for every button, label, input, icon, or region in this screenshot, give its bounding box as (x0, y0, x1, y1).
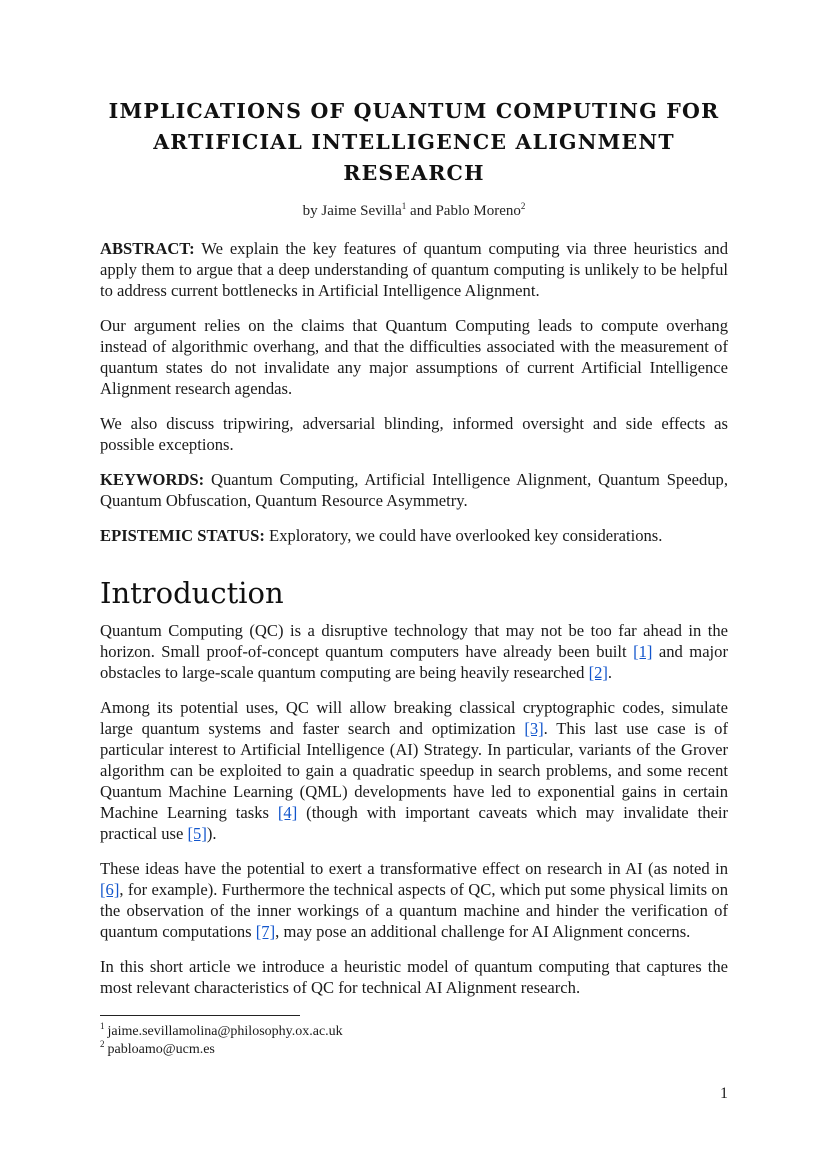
footnote-2-mark: 2 (100, 1039, 105, 1050)
abstract-paragraph (100, 238, 728, 301)
abstract-paragraph-2: Our argument relies on the claims that Quantum Computing leads to compute overhang instead of algorithmic overhang, and that the difficulties associated with the measurement of quantum states do not invalidate any major assumptions of current Artificial Intelligence Alignment research agendas. (100, 316, 728, 398)
keywords-label: KEYWORDS: (100, 470, 205, 489)
title-line-2: ARTIFICIAL INTELLIGENCE ALIGNMENT RESEARCH (153, 130, 675, 185)
introduction-heading: Introduction (100, 576, 284, 610)
intro-paragraph-4: In this short article we introduce a heuristic model of quantum computing that captures the most relevant characteristics of QC for technical AI Alignment research. (100, 957, 728, 997)
citation-link-4[interactable]: [4] (277, 803, 298, 822)
footnotes (100, 1015, 728, 1059)
abstract-text: We explain the key features of quantum computing via three heuristics and apply them to argue that a deep understanding of quantum computing is unlikely to be helpful to address current bottlenecks in Artificial Intelligence Alignment. (100, 239, 728, 300)
paper-title (100, 96, 728, 189)
footnote-1 (100, 1023, 728, 1041)
author1-footnote-mark: 1 (401, 201, 407, 211)
keywords-text: Quantum Computing, Artificial Intelligence Alignment, Quantum Speedup, Quantum Obfuscation, Quantum Resource Asymmetry. (100, 470, 728, 510)
keywords-paragraph (100, 469, 728, 511)
byline-prefix: by Jaime Sevilla (302, 203, 402, 219)
abstract-paragraph-3: We also discuss tripwiring, adversarial blinding, informed oversight and side effects as possible exceptions. (100, 414, 728, 454)
epistemic-status-paragraph (100, 525, 728, 546)
intro-p1-text-a: Quantum Computing (QC) is a disruptive technology that may not be too far ahead in the horizon. Small proof-of-concept quantum computers have already been built (100, 621, 728, 661)
page-number: 1 (720, 1085, 728, 1102)
intro-paragraph-3 (100, 858, 728, 942)
citation-link-1[interactable]: [1] (633, 642, 653, 661)
intro-p1-text-c: . (607, 663, 613, 682)
intro-p2-text-b: . This last use case is of particular interest to Artificial Intelligence (AI) Strategy. In particular, variants of the Grover algorithm can be exploited to gain a quadratic speedup in search problems, and some recent Quantum Machine Learning (QML) developments have led to exponential gains in certain Machine Learning tasks (100, 719, 728, 822)
intro-p3-text-c: , may pose an additional challenge for AI Alignment concerns. (275, 922, 691, 941)
intro-p3-text-a: These ideas have the potential to exert a transformative effect on research in AI (as noted in (100, 859, 728, 878)
intro-p2-text-a: Among its potential uses, QC will allow breaking classical cryptographic codes, simulate large quantum systems and faster search and optimization (100, 698, 728, 738)
intro-paragraph-1 (100, 620, 728, 683)
intro-p3-text-b: , for example). Furthermore the technical aspects of QC, which put some physical limits on the observation of the inner workings of a quantum machine and hinder the verification of quantum computations (100, 880, 728, 941)
footnote-divider (100, 1015, 300, 1016)
citation-link-5[interactable]: [5] (187, 824, 207, 843)
intro-p2-text-d: ). (206, 824, 217, 843)
byline-second-author: and Pablo Moreno (406, 203, 521, 219)
footnote-1-mark: 1 (100, 1021, 105, 1032)
citation-link-6[interactable]: [6] (100, 880, 120, 899)
intro-p1-text-b: and major obstacles to large-scale quantum computing are being heavily researched (100, 642, 728, 682)
intro-p2-text-c: (though with important caveats which may invalidate their practical use (100, 803, 728, 843)
footnote-2 (100, 1041, 728, 1059)
footnote-1-email: jaime.sevillamolina@philosophy.ox.ac.uk (107, 1024, 343, 1039)
citation-link-3[interactable]: [3] (524, 719, 544, 738)
page-body (100, 96, 728, 998)
abstract-label: ABSTRACT: (100, 239, 195, 258)
citation-link-7[interactable]: [7] (255, 922, 276, 941)
byline (100, 203, 728, 220)
intro-paragraph-2 (100, 697, 728, 844)
citation-link-2[interactable]: [2] (588, 663, 608, 682)
title-line-1: IMPLICATIONS OF QUANTUM COMPUTING FOR (108, 99, 720, 123)
epistemic-status-label: EPISTEMIC STATUS: (100, 526, 265, 545)
epistemic-status-text: Exploratory, we could have overlooked key considerations. (264, 526, 663, 545)
footnote-2-email: pabloamo@ucm.es (107, 1042, 215, 1057)
author2-footnote-mark: 2 (520, 201, 526, 211)
